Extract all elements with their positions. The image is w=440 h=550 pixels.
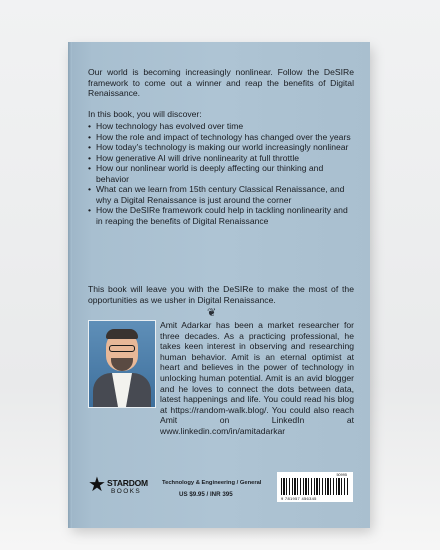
intro-paragraph: Our world is becoming increasingly nonlinear. Follow the DeSIRe framework to come out a winner and reap the benefits of Digital Renaissance. <box>88 67 354 98</box>
list-item: • How today's technology is making our world increasingly nonlinear <box>88 142 354 153</box>
author-bio: Amit Adarkar has been a market researcher for three decades. As a practicing professional, he takes keen interest in observing and researching human behavior. Amit is an eternal optimist at heart and believes in the power of technology in unlocking human potential. Amit is an avid blogger and he loves to connect the dots between data, latest happenings and life. You could read his blog at https://random-walk.blog/. You could also reach Amit on LinkedIn at www.linkedin.com/in/amitadarkar <box>160 320 354 436</box>
list-item: • How the role and impact of technology has changed over the years <box>88 132 354 143</box>
author-photo <box>88 320 156 408</box>
barcode <box>277 472 353 502</box>
discover-list <box>88 121 354 226</box>
list-item: • How generative AI will drive nonlinearity at full throttle <box>88 153 354 164</box>
ornament-icon: ❦ <box>207 307 217 319</box>
book-back-cover <box>68 42 370 528</box>
list-item: • How the DeSIRe framework could help in tackling nonlinearity and in reaping the benefits of Digital Renaissance <box>88 205 354 226</box>
publisher-logo <box>88 474 148 501</box>
book-category: Technology & Engineering / General <box>162 480 262 486</box>
publisher-subname: BOOKS <box>111 488 142 495</box>
closing-paragraph: This book will leave you with the DeSIRe to make the most of the opportunities as we usher in Digital Renaissance. <box>88 284 354 305</box>
list-item: • How technology has evolved over time <box>88 121 354 132</box>
barcode-price-code: 50995 <box>336 473 347 477</box>
list-item: • How our nonlinear world is deeply affecting our thinking and behavior <box>88 163 354 184</box>
barcode-bars <box>281 478 349 495</box>
spine-edge <box>68 42 72 528</box>
star-icon: ★ <box>88 474 106 496</box>
discover-heading: In this book, you will discover: <box>88 109 202 119</box>
barcode-digits: 9 781957 456345 <box>281 496 317 501</box>
publisher-name: STARDOM <box>107 478 148 488</box>
list-item: • What can we learn from 15th century Classical Renaissance, and why a Digital Renaissance is just around the corner <box>88 184 354 205</box>
book-price: US $9.95 / INR 395 <box>179 491 233 498</box>
